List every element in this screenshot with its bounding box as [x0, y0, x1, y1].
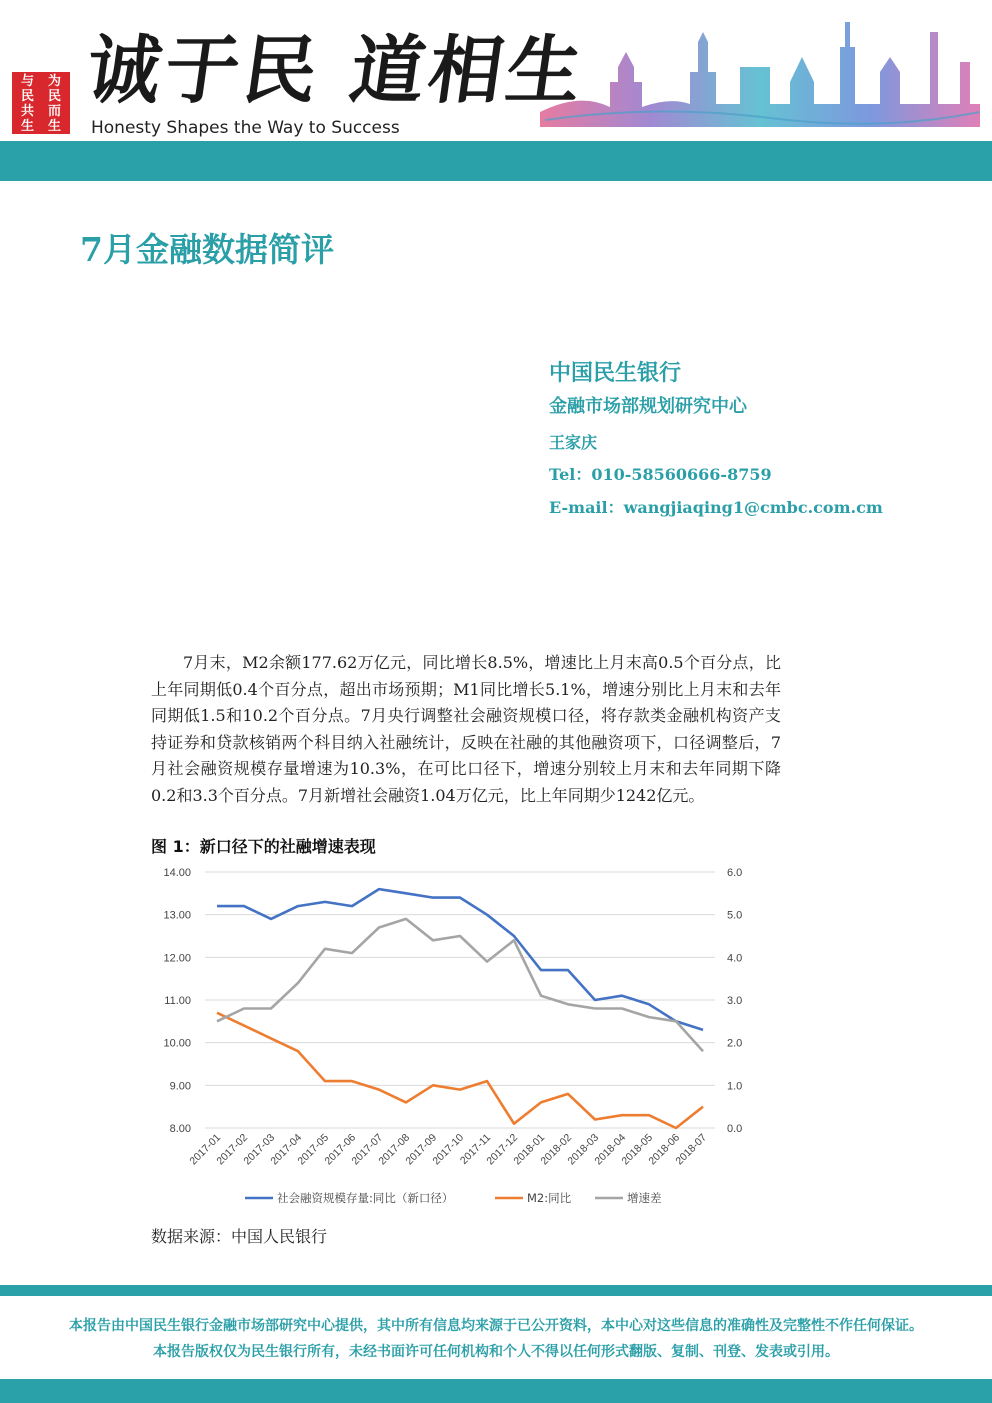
y-right-tick-label: 3.0 — [727, 995, 743, 1007]
x-tick-label: 2018-01 — [511, 1131, 548, 1168]
y-left-tick-label: 11.00 — [164, 995, 191, 1007]
x-tick-label: 2017-11 — [457, 1131, 494, 1167]
y-right-tick-label: 2.0 — [727, 1037, 743, 1050]
x-tick-label: 2018-03 — [565, 1131, 602, 1168]
x-tick-label: 2017-01 — [187, 1131, 224, 1168]
x-tick-label: 2017-07 — [349, 1131, 386, 1168]
seal-char: 生 — [47, 119, 61, 134]
footer-band-bottom — [0, 1379, 992, 1403]
series-line-1 — [217, 1013, 703, 1128]
x-tick-label: 2018-05 — [619, 1131, 656, 1168]
x-tick-label: 2017-08 — [376, 1131, 413, 1168]
y-left-tick-label: 14.00 — [163, 867, 191, 879]
x-tick-label: 2018-04 — [592, 1131, 629, 1168]
seal-char: 民 — [20, 89, 34, 104]
author-tel: Tel：010-58560666-8759 — [549, 465, 772, 484]
footer-band-top — [0, 1285, 992, 1296]
calligraphy-slogan: 诚于民 道相生 — [81, 28, 591, 114]
y-right-tick-label: 4.0 — [727, 952, 743, 965]
author-name: 王家庆 — [549, 433, 598, 452]
y-right-tick-label: 5.0 — [727, 909, 743, 922]
legend-label: 社会融资规模存量:同比（新口径） — [277, 1191, 454, 1205]
author-org: 中国民生银行 — [549, 360, 682, 386]
data-source: 数据来源：中国人民银行 — [151, 1227, 328, 1246]
legend-label: 增速差 — [627, 1191, 662, 1205]
series-line-0 — [217, 889, 703, 1030]
legend-label: M2:同比 — [527, 1191, 572, 1205]
x-tick-label: 2017-09 — [403, 1131, 440, 1168]
y-right-tick-label: 1.0 — [727, 1080, 743, 1093]
x-tick-label: 2018-06 — [646, 1131, 683, 1168]
seal-char: 民 — [47, 89, 61, 104]
x-tick-label: 2017-02 — [214, 1131, 251, 1168]
x-tick-label: 2018-07 — [673, 1131, 710, 1168]
disclaimer-line-1: 本报告由中国民生银行金融市场部研究中心提供，其中所有信息均来源于已公开资料，本中心对这些信息的准确性及完整性不作任何保证。 — [69, 1318, 923, 1334]
seal-char: 为 — [47, 74, 61, 89]
header-band — [0, 141, 992, 181]
x-tick-label: 2017-10 — [430, 1131, 467, 1168]
body-paragraph: 7月末，M2余额177.62万亿元，同比增长8.5%，增速比上月末高0.5个百分点，比上年同期低0.4个百分点，超出市场预期；M1同比增长5.1%，增速分别比上月末和去年同期低1.5和10.2个百分点。7月央行调整社会融资规模口径，将存款类金融机构资产支持证券和贷款核销两个科目纳入社融统计，反映在社融的其他融资项下，口径调整后，7月社会融资规模存量增速为10.3%，在可比口径下，增速分别较上月末和去年同期下降0.2和3.3个百分点。7月新增社会融资1.04万亿元，比上年同期少1242亿元。 — [151, 653, 781, 805]
seal-char: 共 — [20, 104, 34, 119]
english-slogan: Honesty Shapes the Way to Success — [91, 118, 400, 138]
x-tick-label: 2017-06 — [322, 1131, 359, 1168]
seal-logo — [12, 72, 70, 134]
figure-caption: 图 1：新口径下的社融增速表现 — [151, 837, 376, 856]
seal-char: 生 — [20, 119, 34, 134]
series-line-2 — [217, 919, 703, 1051]
city-skyline-illustration — [540, 12, 980, 142]
x-tick-label: 2017-05 — [295, 1131, 332, 1168]
y-left-tick-label: 8.00 — [169, 1123, 191, 1135]
author-dept: 金融市场部规划研究中心 — [549, 396, 747, 417]
x-tick-label: 2018-02 — [538, 1131, 575, 1168]
seal-char: 而 — [47, 104, 61, 119]
y-right-tick-label: 0.0 — [727, 1123, 743, 1135]
x-tick-label: 2017-03 — [241, 1131, 278, 1168]
x-tick-label: 2017-04 — [268, 1131, 305, 1168]
y-right-tick-label: 6.0 — [727, 867, 743, 879]
y-left-tick-label: 9.00 — [169, 1080, 191, 1093]
seal-char: 与 — [20, 74, 34, 89]
x-tick-label: 2017-12 — [484, 1131, 521, 1168]
line-chart — [150, 860, 790, 1215]
y-left-tick-label: 10.00 — [163, 1037, 191, 1050]
y-left-tick-label: 12.00 — [163, 952, 191, 965]
author-email: E-mail：wangjiaqing1@cmbc.com.cm — [549, 498, 883, 517]
page-title: 7月金融数据简评 — [80, 230, 334, 269]
y-left-tick-label: 13.00 — [163, 909, 191, 922]
disclaimer-line-2: 本报告版权仅为民生银行所有，未经书面许可任何机构和个人不得以任何形式翻版、复制、刊登、发表或引用。 — [153, 1344, 839, 1360]
